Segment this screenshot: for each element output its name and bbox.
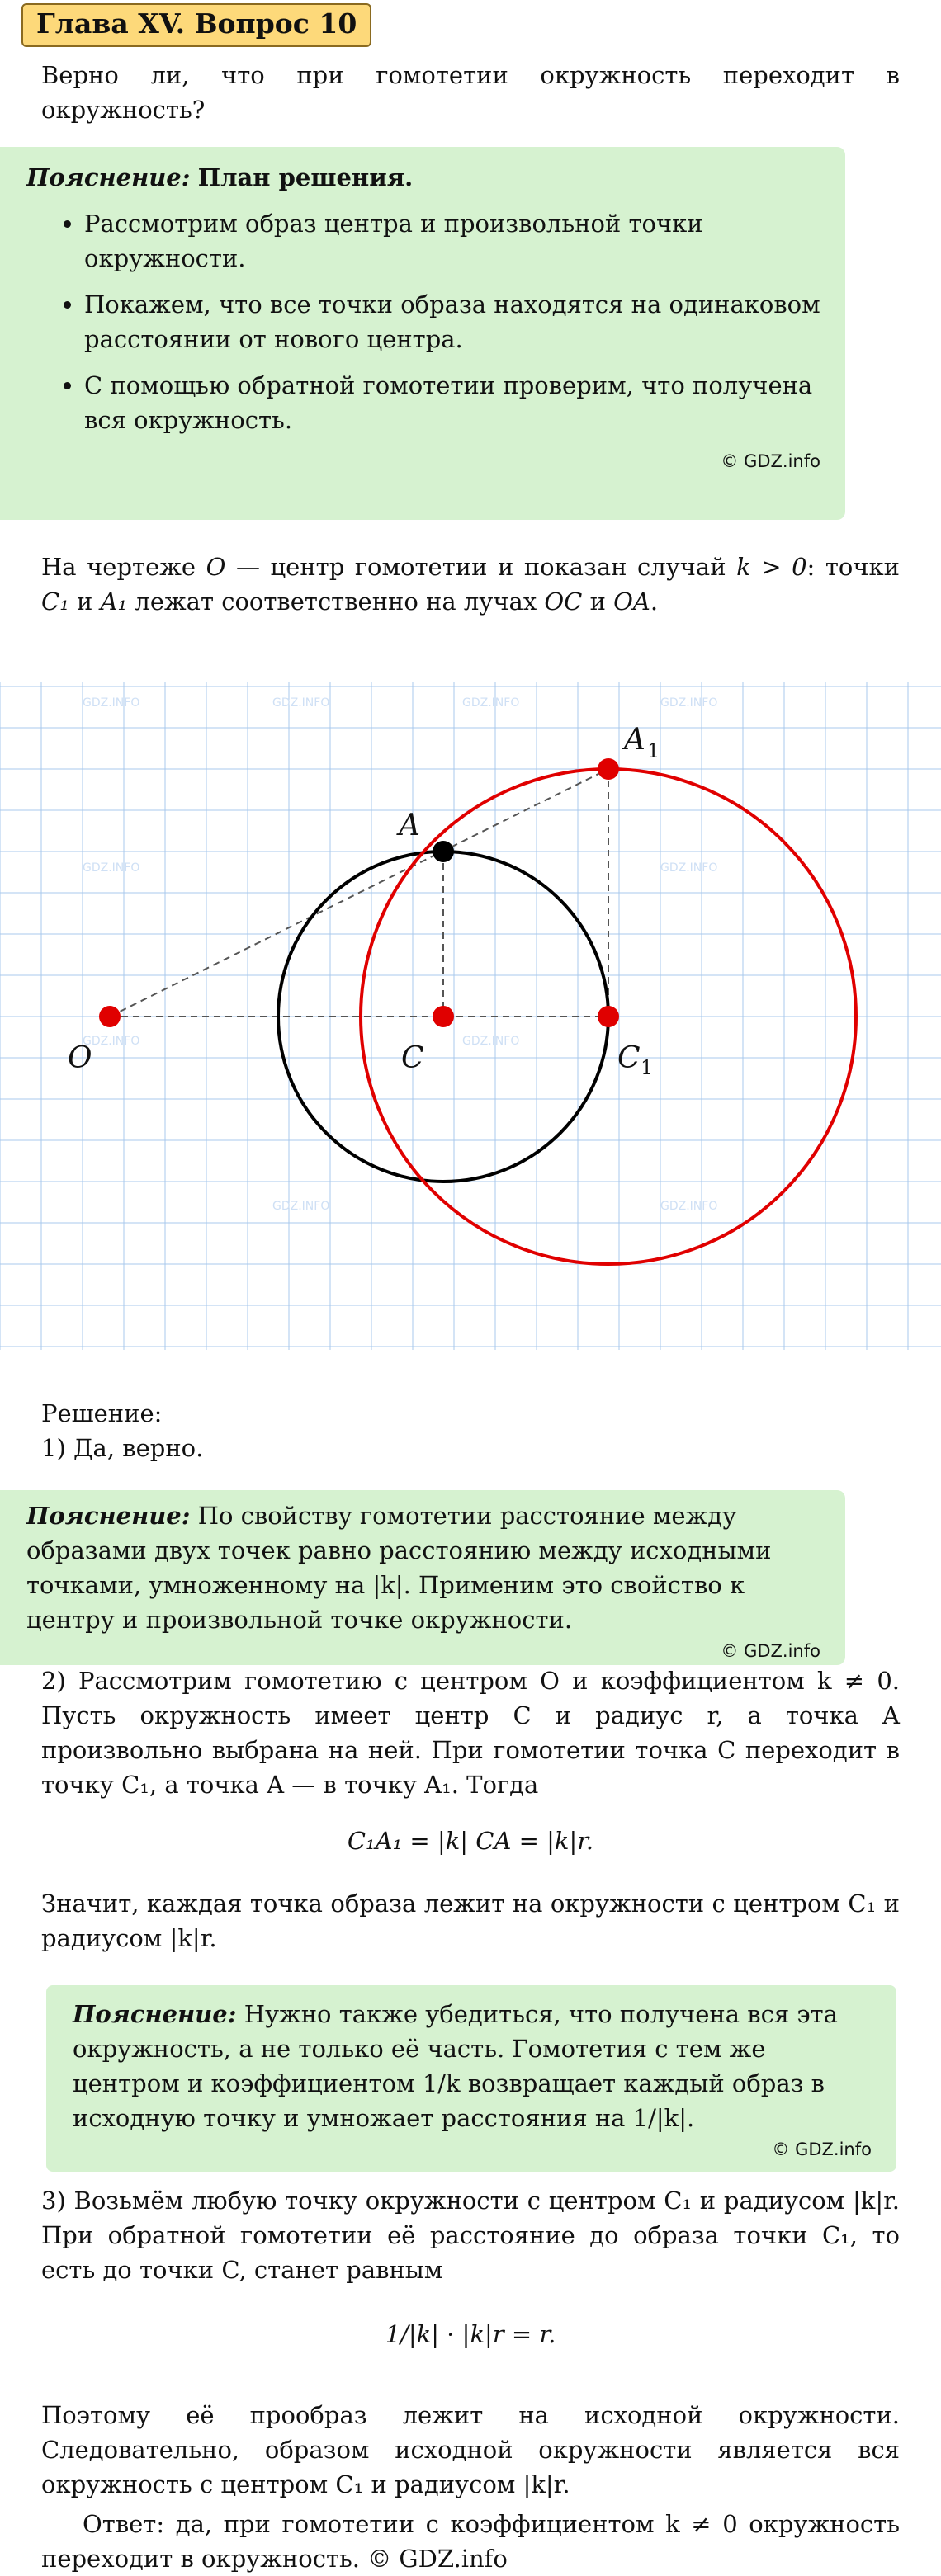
intro-ray-oa: OA — [613, 587, 650, 616]
formula-inverse — [41, 2317, 900, 2352]
answer — [41, 2507, 900, 2576]
solution-step-1: 1) Да, верно. — [41, 1434, 204, 1462]
label-o: O — [68, 1041, 92, 1075]
solution-label: Решение: — [41, 1399, 163, 1427]
watermark: GDZ.INFO — [83, 1035, 140, 1048]
label-a1: A — [624, 723, 645, 757]
explanation-distance — [0, 1490, 845, 1665]
point-a — [433, 841, 454, 862]
intro-text: и — [69, 587, 101, 616]
intro-point-c1: C₁ — [41, 587, 69, 616]
watermark: GDZ.INFO — [83, 861, 140, 875]
label-c1: C — [617, 1041, 641, 1075]
step-2-conclusion: Значит, каждая точка образа лежит на окружности с центром C₁ и радиусом |k|r. — [41, 1890, 900, 1953]
explanation-text: По свойству гомотетии расстояние между образами двух точек равно расстоянию между исходными точками, умноженному на |k|. Применим это свойство к центру и произвольной точке окружности. — [26, 1502, 772, 1635]
solution-step-3: 3) Возьмём любую точку окружности с центром C₁ и радиусом |k|r. При обратной гомотетии её расстояние до образа точки C₁, то есть до точки C, станет равным — [41, 2187, 900, 2285]
formula-text: 1/|k| · |k|r = r. — [385, 2320, 556, 2348]
explanation-inverse — [46, 1985, 896, 2172]
intro-text: лежат соответственно на лучах — [127, 587, 545, 616]
explanation-plan — [0, 147, 845, 520]
intro-text: — центр гомотетии и показан случай — [225, 553, 737, 581]
intro-text: и — [582, 587, 614, 616]
watermark: GDZ.INFO — [660, 696, 718, 710]
answer-text: Ответ: да, при гомотетии с коэффициентом k ≠ 0 окружность переходит в окружность. — [41, 2510, 900, 2574]
watermark: GDZ.INFO — [462, 1035, 520, 1048]
explanation-plan-heading — [26, 160, 820, 195]
intro-text: . — [650, 587, 659, 616]
copyright-mark: © GDZ.info — [367, 2545, 508, 2574]
plan-item: • Рассмотрим образ центра и произвольной точки окружности. — [84, 206, 820, 276]
watermark: GDZ.INFO — [272, 1200, 330, 1213]
diagram-intro — [41, 550, 900, 619]
label-c: C — [401, 1041, 424, 1075]
explanation-text: Нужно также убедиться, что получена вся эта окружность, а не только её часть. Гомотетия с тем же центром и коэффициентом 1/k возвращает каждый образ в исходную точку и умножает расстояния на 1/|k|. — [73, 2000, 838, 2133]
point-o — [99, 1006, 121, 1027]
copyright-mark: © GDZ.info — [721, 1641, 820, 1662]
formula-text: C₁A₁ = |k| CA = |k|r. — [347, 1827, 594, 1855]
watermarks — [83, 696, 717, 1213]
watermark: GDZ.INFO — [462, 696, 520, 710]
intro-point-o: O — [206, 553, 226, 581]
step-3-conclusion: Поэтому её прообраз лежит на исходной окружности. Следовательно, образом исходной окружности является вся окружность с центром C₁ и радиусом |k|r. — [41, 2401, 900, 2499]
intro-point-a1: A₁ — [100, 587, 128, 616]
watermark: GDZ.INFO — [272, 696, 330, 710]
question-text: Верно ли, что при гомотетии окружность переходит в окружность? — [41, 61, 900, 125]
intro-condition: k > 0 — [736, 553, 807, 581]
label-a1-sub: 1 — [647, 739, 660, 762]
solution-step-2: 2) Рассмотрим гомотетию с центром O и коэффициентом k ≠ 0. Пусть окружность имеет центр C и радиус r, а точка A произвольно выбрана на ней. При гомотетии точка C переходит в точку C₁, а точка A — в точку A₁. Тогда — [41, 1667, 900, 1800]
intro-text: На чертеже — [41, 553, 206, 581]
point-c1 — [598, 1006, 619, 1027]
copyright-mark: © GDZ.info — [772, 2140, 872, 2160]
plan-item: • Покажем, что все точки образа находятся на одинаковом расстоянии от нового центра. — [84, 287, 820, 356]
plan-item: • С помощью обратной гомотетии проверим, что получена вся окружность. — [84, 368, 820, 437]
plan-list — [26, 206, 820, 437]
page-title: Глава XV. Вопрос 10 — [21, 3, 371, 47]
explanation-plan-title: План решения. — [197, 163, 414, 191]
explanation-label: Пояснение: — [73, 2000, 237, 2028]
copyright-mark: © GDZ.info — [721, 451, 820, 472]
intro-ray-oc: OC — [544, 587, 583, 616]
label-a: A — [399, 809, 420, 842]
explanation-label: Пояснение: — [26, 163, 191, 191]
formula-distance — [41, 1823, 900, 1858]
intro-text: : точки — [806, 553, 900, 581]
watermark: GDZ.INFO — [83, 696, 140, 710]
label-c1-sub: 1 — [641, 1056, 654, 1079]
homothety-diagram — [0, 682, 941, 1350]
explanation-label: Пояснение: — [26, 1502, 191, 1530]
watermark: GDZ.INFO — [660, 861, 718, 875]
point-a1 — [598, 758, 619, 780]
watermark: GDZ.INFO — [660, 1200, 718, 1213]
point-c — [433, 1006, 454, 1027]
